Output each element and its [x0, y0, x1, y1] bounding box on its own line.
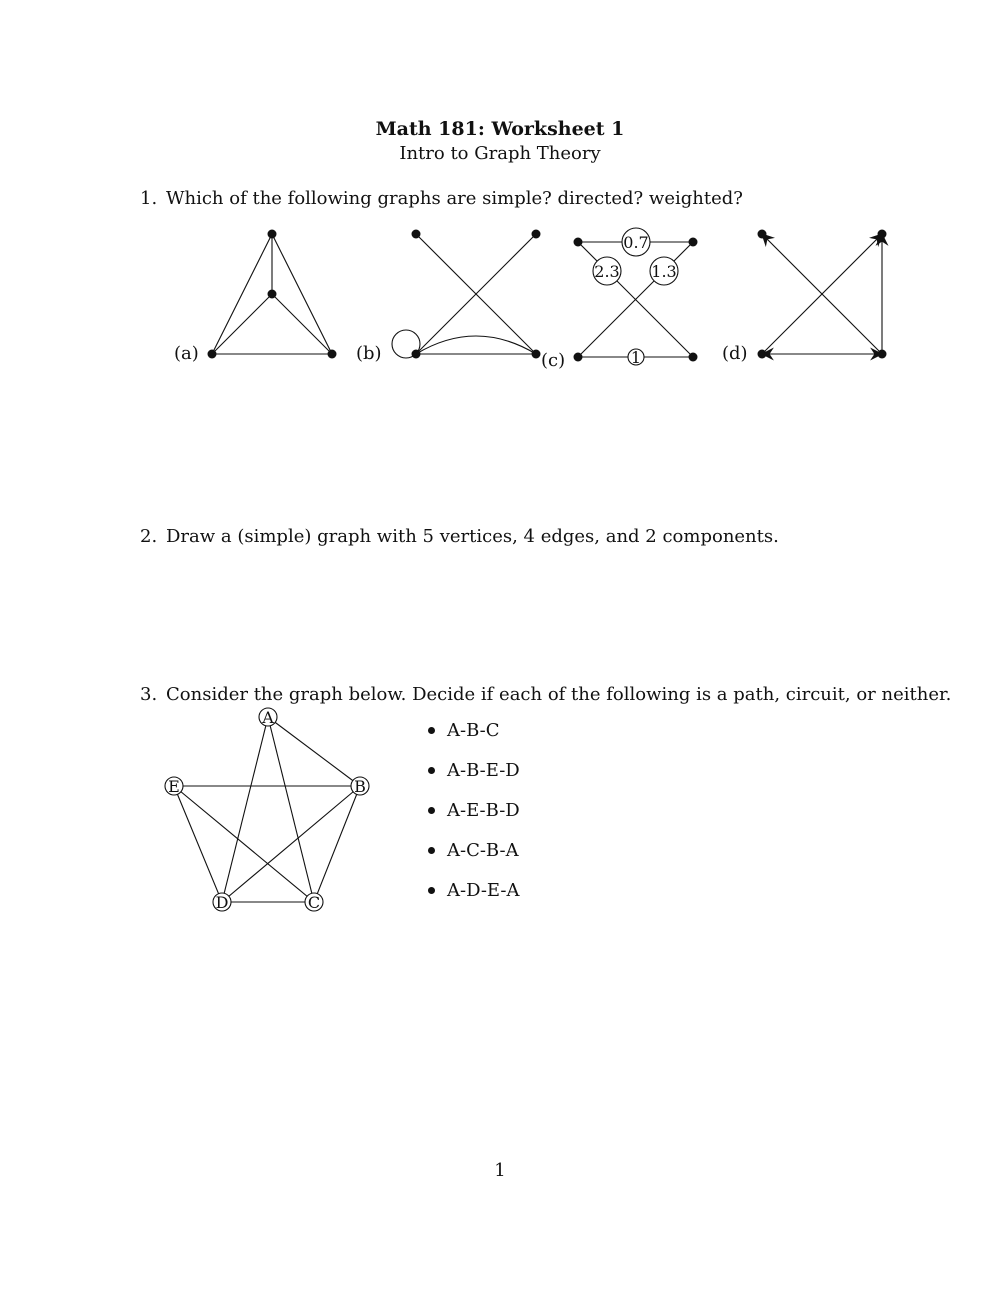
bullet-icon: [428, 847, 435, 854]
list-item: [428, 878, 520, 918]
worksheet-subtitle: Intro to Graph Theory: [399, 143, 601, 164]
vertex-label-E: E: [168, 777, 180, 796]
question-1-number: 1.: [140, 188, 158, 209]
list-item: [428, 718, 520, 758]
vertex-label-A: A: [262, 708, 274, 727]
weight-label-bottom: 1: [630, 348, 642, 367]
question-2-number: 2.: [140, 526, 158, 547]
list-item: [428, 838, 520, 878]
vertex-label-D: D: [215, 893, 229, 912]
graph-label-d: (d): [722, 343, 748, 364]
list-item: [428, 798, 520, 838]
page-number: 1: [494, 1160, 506, 1181]
weight-label-right: 1.3: [651, 262, 677, 281]
path-text: A-E-B-D: [447, 800, 520, 821]
bullet-icon: [428, 767, 435, 774]
graph-label-b: (b): [356, 343, 382, 364]
question-3-text: Consider the graph below. Decide if each of the following is a path, circuit, or neither.: [166, 684, 952, 705]
question-1-text: Which of the following graphs are simple? directed? weighted?: [166, 188, 743, 209]
bullet-icon: [428, 807, 435, 814]
graph-label-a: (a): [174, 343, 199, 364]
weight-label-top: 0.7: [623, 233, 649, 252]
graph-label-c: (c): [541, 350, 566, 371]
question-2-text: Draw a (simple) graph with 5 vertices, 4 edges, and 2 components.: [166, 526, 779, 547]
vertex-label-C: C: [307, 893, 321, 912]
worksheet-title: Math 181: Worksheet 1: [375, 118, 625, 140]
vertex-label-B: B: [354, 777, 366, 796]
question-3-number: 3.: [140, 684, 158, 705]
weight-label-left: 2.3: [594, 262, 620, 281]
bullet-icon: [428, 887, 435, 894]
bullet-icon: [428, 727, 435, 734]
path-text: A-D-E-A: [447, 880, 520, 901]
list-item: [428, 758, 520, 798]
path-text: A-C-B-A: [447, 840, 519, 861]
path-list: [428, 718, 520, 918]
path-text: A-B-E-D: [447, 760, 520, 781]
path-text: A-B-C: [447, 720, 500, 741]
